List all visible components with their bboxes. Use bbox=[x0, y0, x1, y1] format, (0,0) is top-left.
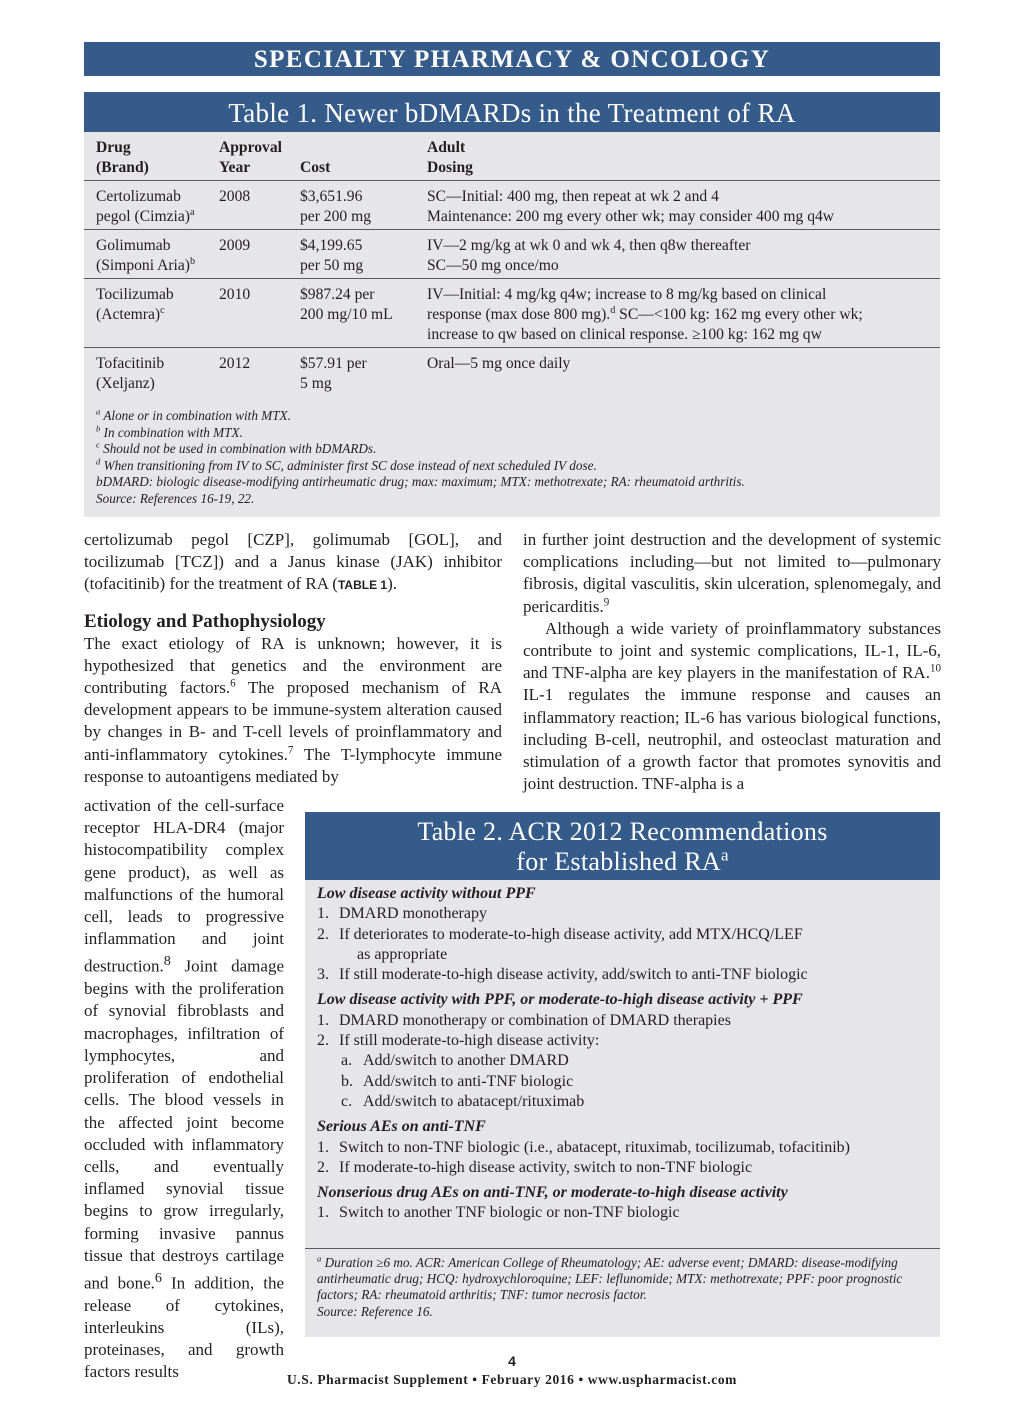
year-cell: 2008 bbox=[219, 188, 251, 205]
recommendation-item bbox=[317, 1158, 928, 1178]
table-2-footnotes bbox=[305, 1248, 940, 1320]
recommendation-item bbox=[317, 925, 928, 945]
recommendation-item bbox=[357, 945, 928, 965]
recommendation-item bbox=[317, 1138, 928, 1158]
header-year: Approval Year bbox=[219, 139, 282, 176]
cost-cell: $3,651.96 per 200 mg bbox=[300, 188, 372, 225]
item-number: a. bbox=[341, 1052, 353, 1070]
footnote: $^c$ Should not be used in combination with bDMARDs. bbox=[96, 439, 377, 456]
recommendation-heading: Serious AEs on anti-TNF bbox=[317, 1118, 486, 1136]
item-number: 2. bbox=[317, 925, 329, 943]
item-number: 2. bbox=[317, 1032, 329, 1050]
cost-cell: $4,199.65 per 50 mg bbox=[300, 237, 364, 274]
header-drug: Drug (Brand) bbox=[96, 139, 149, 176]
dosing-cell: Oral—5 mg once daily bbox=[427, 355, 571, 372]
table-2-title: Table 2. ACR 2012 Recommendations for Established $RA^a$ bbox=[305, 812, 940, 880]
table-1-footnotes bbox=[96, 408, 932, 507]
item-text: If still moderate-to-high disease activity, add/switch to anti-TNF biologic bbox=[339, 966, 808, 984]
footnote: Source: References 16-19, 22. bbox=[96, 490, 255, 506]
recommendation-item bbox=[341, 1092, 928, 1112]
dosing-cell: IV—Initial: 4 mg/kg q4w; increase to 8 mg/kg based on clinical response (max dose 800 mg).$^d$ SC—<100 kg: 162 mg every other wk; increase to qw based on clinical response. ≥100 kg: 162 mg qw bbox=[427, 286, 863, 343]
dosing-cell: SC—Initial: 400 mg, then repeat at wk 2 and 4 Maintenance: 200 mg every other wk; may consider 400 mg q4w bbox=[427, 188, 835, 225]
item-number: c. bbox=[341, 1092, 353, 1110]
paragraph: activation of the cell-surface receptor HLA-DR4 (major histocompatibility complex gene product), as well as malfunctions of the humoral cell, leads to progressive inflammation and joint destruction.$^8$ Joint damage begins with the proliferation of synovial fibroblasts and macrophages, infiltration of lymphocytes, and proliferation of endothelial cells. The blood vessels in the affected joint become occluded with inflammatory cells, and eventually inflamed synovial tissue begins to grow irregularly, forming invasive pannus tissue that destroys cartilage and bone.$^6$ In addition, the release of cytokines, interleukins (ILs), proteinases, and growth factors results bbox=[84, 796, 284, 1382]
footnote: bDMARD: biologic disease-modifying antirheumatic drug; max: maximum; MTX: methotrexate; RA: rheumatoid arthritis. bbox=[96, 474, 745, 489]
body-left-column bbox=[84, 529, 502, 788]
item-number: b. bbox=[341, 1072, 353, 1090]
header-cost: Cost bbox=[300, 159, 331, 176]
table-row bbox=[84, 230, 940, 279]
recommendation-heading: Nonserious drug AEs on anti-TNF, or moderate-to-high disease activity bbox=[317, 1184, 788, 1202]
item-text: Add/switch to abatacept/rituximab bbox=[363, 1092, 585, 1110]
item-text: If deteriorates to moderate-to-high disease activity, add MTX/HCQ/LEF bbox=[339, 925, 803, 943]
section-banner: SPECIALTY PHARMACY & ONCOLOGY bbox=[84, 42, 940, 76]
item-number: 1. bbox=[317, 1011, 329, 1029]
year-cell: 2010 bbox=[219, 286, 251, 303]
table-2 bbox=[305, 812, 940, 1337]
table-1-header-row bbox=[84, 132, 940, 181]
item-number: 1. bbox=[317, 1204, 329, 1222]
drug-cell: Tocilizumab (Actemra)$^c$ bbox=[96, 286, 174, 323]
paragraph: Although a wide variety of proinflammatory substances contribute to joint and systemic complications, IL-1, IL-6, and TNF-alpha are key players in the manifestation of RA.$^{10}$ IL-1 regulates the immune response and causes an inflammatory reaction; IL-6 has various biological functions, including B-cell, neutrophil, and osteoclast maturation and stimulation of a growth factor that promotes synovitis and joint destruction. TNF-alpha is a bbox=[523, 618, 941, 794]
page-footer: U.S. Pharmacist Supplement • February 2016 • www.uspharmacist.com bbox=[286, 1372, 738, 1387]
table-2-body bbox=[305, 880, 940, 1224]
drug-cell: Tofacitinib (Xeljanz) bbox=[96, 355, 165, 392]
recommendation-item bbox=[317, 965, 928, 985]
cost-cell: $57.91 per 5 mg bbox=[300, 355, 367, 392]
footnote: $^a$ Alone or in combination with MTX. bbox=[96, 406, 291, 423]
recommendation-heading: Low disease activity without PPF bbox=[317, 885, 536, 902]
item-number: 1. bbox=[317, 1138, 329, 1156]
footnote: $^d$ When transitioning from IV to SC, administer first SC dose instead of next scheduled IV dose. bbox=[96, 456, 597, 473]
item-text: DMARD monotherapy or combination of DMARD therapies bbox=[339, 1011, 731, 1029]
paragraph: in further joint destruction and the development of systemic complications including—but not limited to—pulmonary fibrosis, digital vasculitis, skin ulceration, splenomegaly, and pericarditis.$^9$ bbox=[523, 530, 941, 616]
item-number: 3. bbox=[317, 966, 329, 984]
item-text: DMARD monotherapy bbox=[339, 905, 487, 923]
year-cell: 2009 bbox=[219, 237, 251, 254]
item-number: 2. bbox=[317, 1158, 329, 1176]
recommendation-item bbox=[317, 1031, 928, 1051]
item-text: as appropriate bbox=[357, 945, 448, 963]
recommendation-item bbox=[341, 1051, 928, 1071]
dosing-cell: IV—2 mg/kg at wk 0 and wk 4, then q8w thereafter SC—50 mg once/mo bbox=[427, 237, 751, 274]
table-1 bbox=[84, 92, 940, 517]
item-text: If moderate-to-high disease activity, switch to non-TNF biologic bbox=[339, 1158, 753, 1176]
item-text: Switch to non-TNF biologic (i.e., abatacept, rituximab, tocilizumab, tofacitinib) bbox=[339, 1138, 850, 1156]
cost-cell: $987.24 per 200 mg/10 mL bbox=[300, 286, 393, 323]
item-text: If still moderate-to-high disease activity: bbox=[339, 1032, 600, 1050]
table-row bbox=[84, 279, 940, 348]
footnote: $^a$ Duration ≥6 mo. ACR: American College of Rheumatology; AE: adverse event; DMARD: disease-modifying antirheumatic drug; HCQ: hydroxychloroquine; LEF: leflunomide; MTX: methotrexate; PPF: poor prognostic factors; RA: rheumatoid arthritis; TNF: tumor necrosis factor. bbox=[317, 1253, 903, 1303]
drug-cell: Certolizumab pegol (Cimzia)$^a$ bbox=[96, 188, 195, 225]
footnote-source: Source: Reference 16. bbox=[317, 1303, 433, 1319]
body-wrap-column bbox=[84, 795, 284, 1384]
item-text: Add/switch to anti-TNF biologic bbox=[363, 1072, 574, 1090]
table-1-grid bbox=[84, 132, 940, 394]
table-1-title: Table 1. Newer bDMARDs in the Treatment of RA bbox=[84, 92, 940, 132]
item-text: Switch to another TNF biologic or non-TNF biologic bbox=[339, 1204, 680, 1222]
recommendation-item bbox=[341, 1072, 928, 1092]
recommendation-item bbox=[317, 1203, 928, 1223]
page-number: 4 bbox=[508, 1353, 516, 1369]
paragraph: The exact etiology of RA is unknown; however, it is hypothesized that genetics and the environment are contributing factors.$^6$ The proposed mechanism of RA development appears to be immune-system alteration caused by changes in B- and T-cell levels of proinflammatory and anti-inflammatory cytokines.$^7$ The T-lymphocyte immune response to autoantigens mediated by bbox=[84, 633, 502, 786]
table-row bbox=[84, 348, 940, 394]
item-text: Add/switch to another DMARD bbox=[363, 1052, 569, 1070]
recommendation-item bbox=[317, 1011, 928, 1031]
recommendation-heading: Low disease activity with PPF, or moderate-to-high disease activity + PPF bbox=[317, 991, 803, 1009]
year-cell: 2012 bbox=[219, 355, 251, 372]
section-heading: Etiology and Pathophysiology bbox=[84, 610, 326, 632]
drug-cell: Golimumab (Simponi Aria)$^b$ bbox=[96, 237, 196, 274]
footnote: $^b$ In combination with MTX. bbox=[96, 423, 243, 440]
recommendation-item bbox=[317, 904, 928, 924]
body-right-column bbox=[523, 529, 941, 795]
paragraph: certolizumab pegol [CZP], golimumab [GOL], and tocilizumab [TCZ]) and a Janus kinase (JAK) inhibitor (tofacitinib) for the treatment of RA (TABLE 1). bbox=[84, 530, 502, 594]
item-number: 1. bbox=[317, 905, 329, 923]
table-row bbox=[84, 181, 940, 230]
header-dosing: Adult Dosing bbox=[427, 139, 473, 176]
